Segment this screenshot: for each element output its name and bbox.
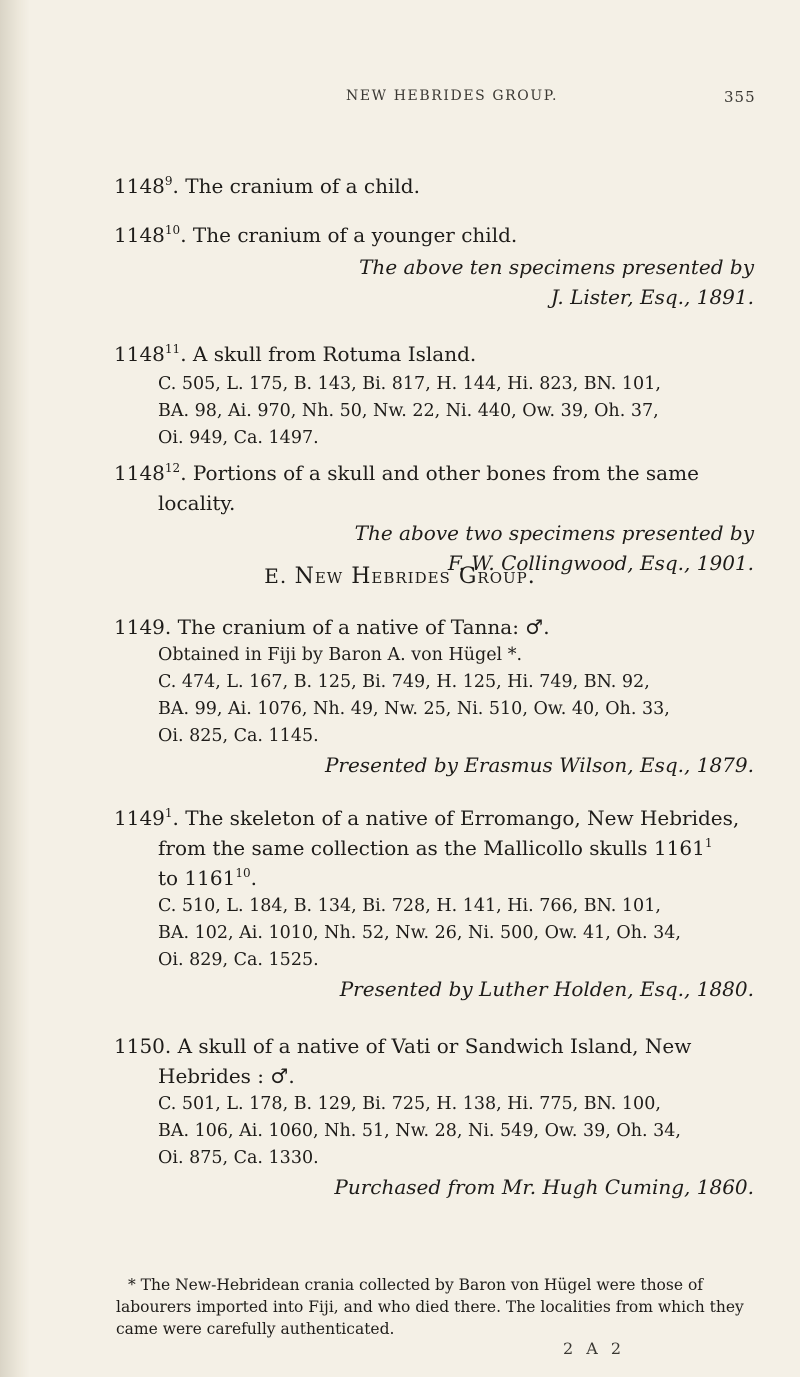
section-heading: E. New Hebrides Group. bbox=[264, 564, 536, 589]
entry-credit: F. W. Collingwood, Esq., 1901. bbox=[447, 551, 754, 575]
entry-credit: J. Lister, Esq., 1891. bbox=[550, 285, 754, 309]
entry-credit: Purchased from Mr. Hugh Cuming, 1860. bbox=[334, 1175, 754, 1199]
measurement-line: BA. 106, Ai. 1060, Nh. 51, Nw. 28, Ni. 549, Ow. 39, Oh. 34, bbox=[158, 1121, 681, 1141]
catalogue-entry bbox=[114, 1031, 754, 1202]
measurement-line: BA. 99, Ai. 1076, Nh. 49, Nw. 25, Ni. 510, Ow. 40, Oh. 33, bbox=[158, 699, 670, 719]
entry-heading: 1148$^9$. The cranium of a child. bbox=[114, 174, 420, 198]
page-gutter-shadow bbox=[0, 0, 30, 1377]
entry-heading: 1148$^{12}$. Portions of a skull and other bones from the same bbox=[114, 461, 699, 485]
measurement-line: BA. 98, Ai. 970, Nh. 50, Nw. 22, Ni. 440, Ow. 39, Oh. 37, bbox=[158, 401, 659, 421]
entry-heading-continued: Hebrides : ♂. bbox=[158, 1064, 295, 1088]
entry-credit: Presented by Luther Holden, Esq., 1880. bbox=[339, 977, 754, 1001]
page-header bbox=[0, 88, 800, 110]
measurement-line: Oi. 875, Ca. 1330. bbox=[158, 1148, 319, 1168]
catalogue-entry bbox=[114, 612, 754, 780]
entry-heading-continued: to 1161$^{10}$. bbox=[158, 866, 257, 890]
catalogue-entry bbox=[114, 458, 754, 578]
entry-credit: Presented by Erasmus Wilson, Esq., 1879. bbox=[324, 753, 754, 777]
signature-mark: 2 A 2 bbox=[563, 1339, 626, 1358]
measurement-line: Oi. 829, Ca. 1525. bbox=[158, 950, 319, 970]
catalogue-entry bbox=[114, 339, 754, 452]
measurement-line: C. 501, L. 178, B. 129, Bi. 725, H. 138, Hi. 775, BN. 100, bbox=[158, 1094, 661, 1114]
entry-note: Obtained in Fiji by Baron A. von Hügel *. bbox=[158, 645, 523, 665]
measurement-line: BA. 102, Ai. 1010, Nh. 52, Nw. 26, Ni. 500, Ow. 41, Oh. 34, bbox=[158, 923, 681, 943]
entry-heading: 1149. The cranium of a native of Tanna: ♂. bbox=[114, 615, 550, 639]
entry-credit: The above ten specimens presented by bbox=[359, 255, 754, 279]
entry-heading: 1149$^1$. The skeleton of a native of Erromango, New Hebrides, bbox=[114, 806, 740, 830]
measurement-line: C. 474, L. 167, B. 125, Bi. 749, H. 125, Hi. 749, BN. 92, bbox=[158, 672, 650, 692]
catalogue-entry bbox=[114, 171, 754, 201]
entry-heading: 1150. A skull of a native of Vati or Sandwich Island, New bbox=[114, 1034, 692, 1058]
running-head: NEW HEBRIDES GROUP. bbox=[346, 88, 559, 104]
entry-credit: The above two specimens presented by bbox=[354, 521, 754, 545]
page-number: 355 bbox=[724, 88, 756, 106]
catalogue-entry bbox=[114, 803, 754, 1004]
entry-heading: 1148$^{11}$. A skull from Rotuma Island. bbox=[114, 342, 477, 366]
entry-heading-continued: locality. bbox=[158, 491, 236, 515]
footnote: * The New-Hebridean crania collected by Baron von Hügel were those of labourers imported into Fiji, and who died there. The localities from which they came were carefully authenticated. bbox=[116, 1276, 744, 1338]
measurement-line: Oi. 825, Ca. 1145. bbox=[158, 726, 319, 746]
entry-heading: 1148$^{10}$. The cranium of a younger child. bbox=[114, 223, 518, 247]
entry-heading-continued: from the same collection as the Mallicollo skulls 1161$^1$ bbox=[158, 836, 713, 860]
measurement-line: Oi. 949, Ca. 1497. bbox=[158, 428, 319, 448]
measurement-line: C. 510, L. 184, B. 134, Bi. 728, H. 141, Hi. 766, BN. 101, bbox=[158, 896, 661, 916]
measurement-line: C. 505, L. 175, B. 143, Bi. 817, H. 144, Hi. 823, BN. 101, bbox=[158, 374, 661, 394]
catalogue-entry bbox=[114, 220, 754, 312]
